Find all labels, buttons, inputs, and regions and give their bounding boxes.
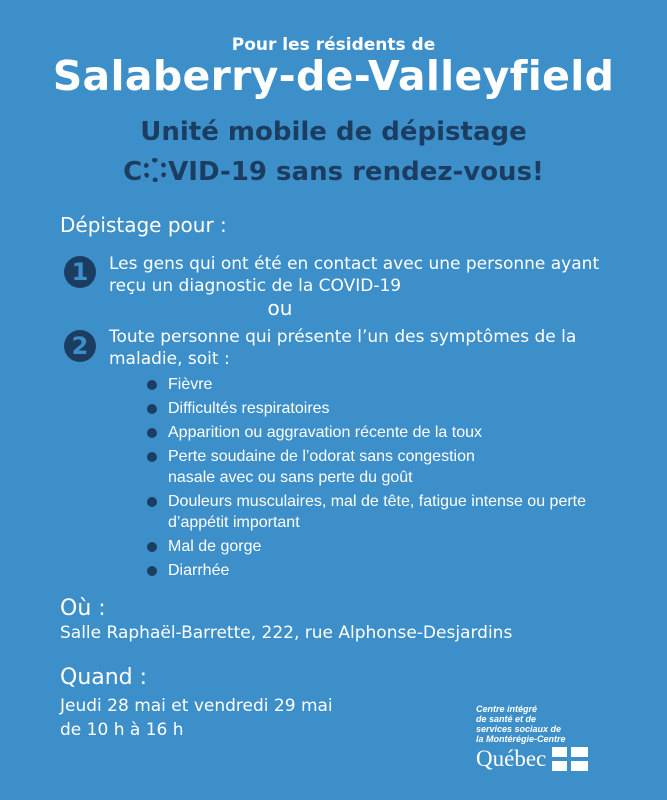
bullet-icon bbox=[147, 542, 157, 552]
subtitle-line-2-suffix: VID-19 sans rendez-vous! bbox=[168, 157, 544, 187]
quebec-wordmark-row bbox=[476, 746, 636, 772]
subtitle-line-2-prefix: C bbox=[123, 157, 143, 187]
when-dates: Jeudi 28 mai et vendredi 29 mai bbox=[60, 696, 333, 716]
where-title: Où : bbox=[60, 596, 106, 621]
screening-item-2-text: Toute personne qui présente l’un des symptômes de la maladie, soit : bbox=[109, 327, 577, 369]
when-hours: de 10 h à 16 h bbox=[60, 720, 184, 740]
bullet-icon bbox=[147, 566, 157, 576]
subtitle-line-2 bbox=[0, 157, 667, 187]
symptom-item: Difficultés respiratoires bbox=[147, 398, 588, 419]
logo-text: Centre intégré de santé et de services sociaux de la Montérégie-Centre bbox=[476, 704, 566, 744]
city-title: Salaberry-de-Valleyfield bbox=[52, 52, 615, 100]
symptom-item: Mal de gorge bbox=[147, 536, 588, 557]
screening-title: Dépistage pour : bbox=[60, 213, 227, 237]
number-2-badge: 2 bbox=[64, 330, 96, 362]
bullet-icon bbox=[147, 404, 157, 414]
bullet-icon bbox=[147, 497, 157, 507]
symptom-item: Apparition ou aggravation récente de la toux bbox=[147, 422, 528, 443]
symptom-item: Fièvre bbox=[147, 374, 588, 395]
bullet-icon bbox=[147, 428, 157, 438]
quebec-flag-icon bbox=[552, 747, 588, 771]
symptom-item: Douleurs musculaires, mal de tête, fatigue intense ou perte d’appétit important bbox=[147, 491, 588, 533]
symptom-item: Perte soudaine de l’odorat sans congestion nasale avec ou sans perte du goût bbox=[147, 446, 508, 488]
number-1-badge: 1 bbox=[64, 256, 96, 288]
bullet-icon bbox=[147, 452, 157, 462]
when-title: Quand : bbox=[60, 665, 148, 690]
subtitle-line-1: Unité mobile de dépistage bbox=[140, 117, 527, 147]
quebec-logo bbox=[476, 704, 636, 772]
symptom-item: Diarrhée bbox=[147, 560, 588, 581]
intro-text: Pour les résidents de bbox=[231, 35, 436, 55]
screening-item-1-text: Les gens qui ont été en contact avec une personne ayant reçu un diagnostic de la COVID-19 bbox=[109, 254, 600, 296]
where-address: Salle Raphaël-Barrette, 222, rue Alphonse-Desjardins bbox=[60, 623, 513, 643]
or-label: ou bbox=[267, 296, 293, 320]
bullet-icon bbox=[147, 380, 157, 390]
quebec-wordmark: Québec bbox=[476, 746, 547, 771]
symptom-list bbox=[147, 374, 588, 584]
coronavirus-icon bbox=[143, 158, 167, 182]
